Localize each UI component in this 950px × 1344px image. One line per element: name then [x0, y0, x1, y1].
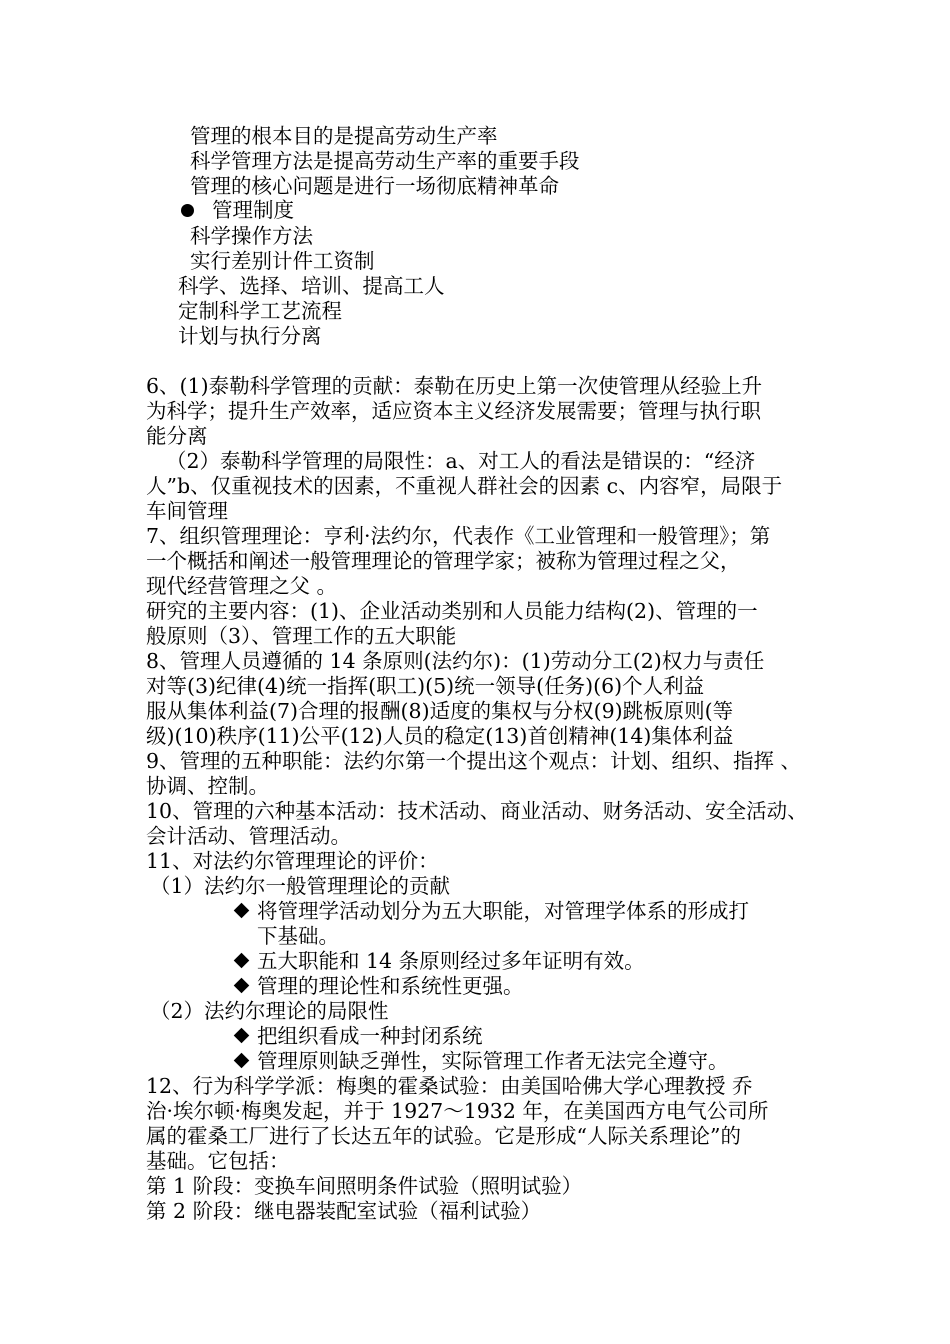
text-line: 8、管理人员遵循的 14 条原则(法约尔)：(1)劳动分工(2)权力与责任 — [146, 649, 765, 673]
text-line: 下基础。 — [257, 924, 339, 948]
text-line: （1）法约尔一般管理理论的贡献 — [150, 874, 451, 898]
text-line: 将管理学活动划分为五大职能，对管理学体系的形成打 — [257, 899, 749, 923]
text-line: 定制科学工艺流程 — [178, 299, 342, 323]
diamond-list-item — [236, 974, 524, 998]
text-line: 能分离 — [146, 424, 208, 448]
text-line: 研究的主要内容：(1)、企业活动类别和人员能力结构(2)、管理的一 — [146, 599, 758, 623]
text-line: 7、组织管理理论：亨利·法约尔，代表作《工业管理和一般管理》；第 — [146, 524, 771, 548]
text-line: 科学管理方法是提高劳动生产率的重要手段 — [190, 149, 580, 173]
text-line: 现代经营管理之父 。 — [146, 574, 338, 598]
text-line: 9、管理的五种职能：法约尔第一个提出这个观点：计划、组织、指挥 、 — [146, 749, 802, 773]
text-line: 为科学；提升生产效率，适应资本主义经济发展需要；管理与执行职 — [146, 399, 761, 423]
text-line: 管理制度 — [212, 198, 294, 222]
text-line: 治·埃尔顿·梅奥发起，并于 1927～1932 年，在美国西方电气公司所 — [146, 1099, 769, 1123]
diamond-bullet-icon — [234, 953, 250, 969]
text-line: 10、管理的六种基本活动：技术活动、商业活动、财务活动、安全活动、 — [146, 799, 808, 823]
text-line: 12、行为科学学派：梅奥的霍桑试验：由美国哈佛大学心理教授 乔 — [146, 1074, 753, 1098]
diamond-bullet-icon — [234, 1028, 250, 1044]
text-line: 一个概括和阐述一般管理理论的管理学家；被称为管理过程之父， — [146, 549, 741, 573]
text-line: 车间管理 — [146, 499, 228, 523]
text-line: （2）泰勒科学管理的局限性：a、对工人的看法是错误的：“经济 — [166, 449, 756, 473]
diamond-bullet-icon — [234, 903, 250, 919]
text-line: 对等(3)纪律(4)统一指挥(职工)(5)统一领导(任务)(6)个人利益 — [146, 674, 705, 698]
text-line: 级)(10)秩序(11)公平(12)人员的稳定(13)首创精神(14)集体利益 — [146, 724, 734, 748]
text-line: 6、(1)泰勒科学管理的贡献：泰勒在历史上第一次使管理从经验上升 — [146, 374, 763, 398]
text-line: 科学、选择、培训、提高工人 — [178, 274, 445, 298]
text-line: 科学操作方法 — [190, 224, 313, 248]
diamond-list-item — [236, 949, 645, 973]
text-line: 11、对法约尔管理理论的评价： — [146, 849, 439, 873]
diamond-list-item — [236, 899, 749, 923]
text-line: 把组织看成一种封闭系统 — [257, 1024, 483, 1048]
text-line: 属的霍桑工厂进行了长达五年的试验。它是形成“人际关系理论”的 — [146, 1124, 741, 1148]
text-line: 实行差别计件工资制 — [190, 249, 375, 273]
text-line: 般原则（3）、管理工作的五大职能 — [146, 624, 457, 648]
text-line: 管理的理论性和系统性更强。 — [257, 974, 524, 998]
diamond-bullet-icon — [234, 1053, 250, 1069]
text-line: 计划与执行分离 — [178, 324, 322, 348]
text-line: 管理原则缺乏弹性，实际管理工作者无法完全遵守。 — [257, 1049, 729, 1073]
bullet-icon — [181, 204, 194, 217]
text-line: 人”b、仅重视技术的因素，不重视人群社会的因素 c、内容窄，局限于 — [146, 474, 783, 498]
text-line: 第 2 阶段：继电器装配室试验（福利试验） — [146, 1199, 542, 1223]
text-line: 第 1 阶段：变换车间照明条件试验（照明试验） — [146, 1174, 583, 1198]
text-line: （2）法约尔理论的局限性 — [150, 999, 389, 1023]
text-line: 服从集体利益(7)合理的报酬(8)适度的集权与分权(9)跳板原则(等 — [146, 699, 734, 723]
text-line: 会计活动、管理活动。 — [146, 824, 351, 848]
diamond-list-item — [236, 1024, 483, 1048]
text-line: 管理的根本目的是提高劳动生产率 — [190, 124, 498, 148]
text-line: 管理的核心问题是进行一场彻底精神革命 — [190, 174, 559, 198]
diamond-list-item — [236, 1049, 729, 1073]
text-line: 五大职能和 14 条原则经过多年证明有效。 — [257, 949, 645, 973]
text-line: 协调、控制。 — [146, 774, 269, 798]
text-line: 基础。它包括： — [146, 1149, 290, 1173]
diamond-bullet-icon — [234, 978, 250, 994]
